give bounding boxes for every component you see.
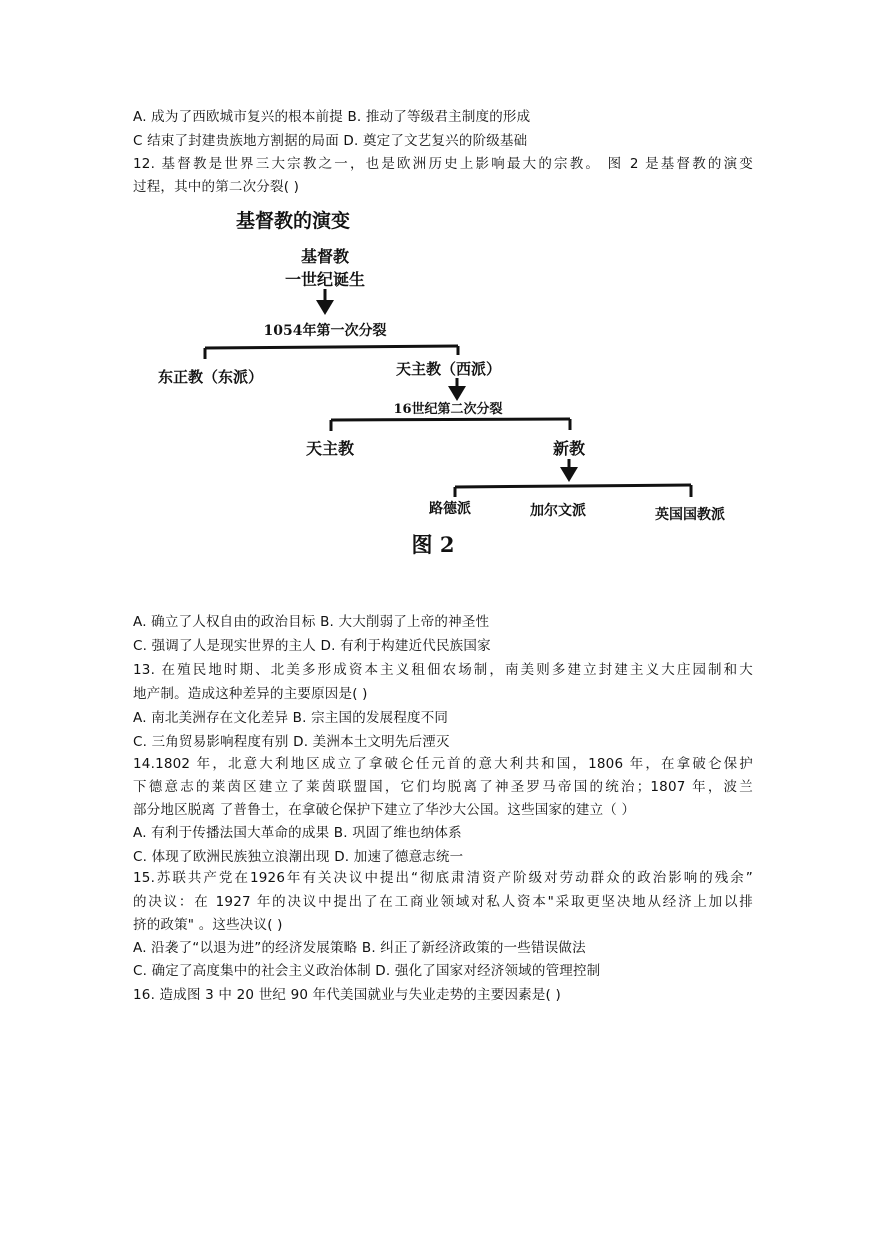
q14-stem-line3: 部分地区脱离 了普鲁士，在拿破仑保护下建立了华沙大公国。这些国家的建立（ ） (133, 802, 636, 818)
figure-caption: 图 2 (411, 532, 455, 557)
q12-stem-line2: 过程，其中的第二次分裂( ) (133, 179, 300, 195)
q15-options-ab: A. 沿袭了“以退为进”的经济发展策略 B. 纠正了新经济政策的一些错误做法 (133, 940, 586, 956)
arrow-down-icon (448, 378, 466, 401)
figure-2-diagram (150, 205, 750, 565)
q15-stem-line3: 挤的政策" 。这些决议( ) (133, 917, 283, 933)
q15-stem-line1: 15.苏联共产党在1926年有关决议中提出“彻底肃清资产阶级对劳动群众的政治影响的残余” (133, 870, 753, 886)
q12-options-cd: C. 强调了人是现实世界的主人 D. 有利于构建近代民族国家 (133, 638, 491, 654)
root-subtitle: 一世纪诞生 (284, 270, 366, 289)
anglican-node: 英国国教派 (655, 507, 725, 523)
q14-options-ab: A. 有利于传播法国大革命的成果 B. 巩固了维也纳体系 (133, 825, 462, 841)
q14-options-cd: C. 体现了欧洲民族独立浪潮出现 D. 加速了德意志统一 (133, 849, 464, 865)
root-node: 基督教 (300, 247, 350, 266)
q15-stem-line2: 的决议：在 1927 年的决议中提出了在工商业领域对私人资本"采取更坚决地从经济上加以排 (133, 894, 753, 910)
catholic-west-node: 天主教（西派） (396, 360, 502, 378)
q11-options-ab: A. 成为了西欧城市复兴的根本前提 B. 推动了等级君主制度的形成 (133, 109, 531, 125)
q14-stem-line1: 14.1802 年，北意大利地区成立了拿破仑任元首的意大利共和国，1806 年，在拿破仑保护 (133, 756, 753, 772)
q12-options-ab: A. 确立了人权自由的政治目标 B. 大大削弱了上帝的神圣性 (133, 614, 490, 630)
lutheran-node: 路德派 (429, 501, 471, 517)
second-split-bracket (331, 419, 570, 431)
first-split-bracket (205, 346, 458, 359)
q13-options-cd: C. 三角贸易影响程度有别 D. 美洲本土文明先后湮灭 (133, 734, 450, 750)
eastern-orthodox-node: 东正教（东派） (158, 368, 264, 386)
q11-options-cd: C 结束了封建贵族地方割据的局面 D. 奠定了文艺复兴的阶级基础 (133, 133, 528, 149)
first-split-label: 1054年第一次分裂 (263, 323, 387, 339)
q14-stem-line2: 下德意志的莱茵区建立了莱茵联盟国，它们均脱离了神圣罗马帝国的统治；1807 年，波兰 (133, 779, 753, 795)
q13-options-ab: A. 南北美洲存在文化差异 B. 宗主国的发展程度不同 (133, 710, 449, 726)
calvinist-node: 加尔文派 (530, 503, 586, 519)
arrow-down-icon (316, 289, 334, 315)
q13-stem-line1: 13. 在殖民地时期、北美多形成资本主义租佃农场制，南美则多建立封建主义大庄园制和大 (133, 662, 753, 678)
catholic-node: 天主教 (305, 439, 355, 458)
protestant-node: 新教 (552, 439, 586, 458)
q13-stem-line2: 地产制。造成这种差异的主要原因是( ) (133, 686, 368, 702)
q15-options-cd: C. 确定了高度集中的社会主义政治体制 D. 强化了国家对经济领域的管理控制 (133, 963, 601, 979)
second-split-label: 16世纪第二次分裂 (393, 402, 503, 417)
figure-title: 基督教的演变 (236, 210, 351, 232)
q12-stem-line1: 12. 基督教是世界三大宗教之一，也是欧洲历史上影响最大的宗教。 图 2 是基督教的演变 (133, 156, 753, 172)
protestant-branches-bracket (455, 485, 691, 497)
arrow-down-icon (560, 459, 578, 482)
q16-stem-line1: 16. 造成图 3 中 20 世纪 90 年代美国就业与失业走势的主要因素是( ) (133, 987, 561, 1003)
